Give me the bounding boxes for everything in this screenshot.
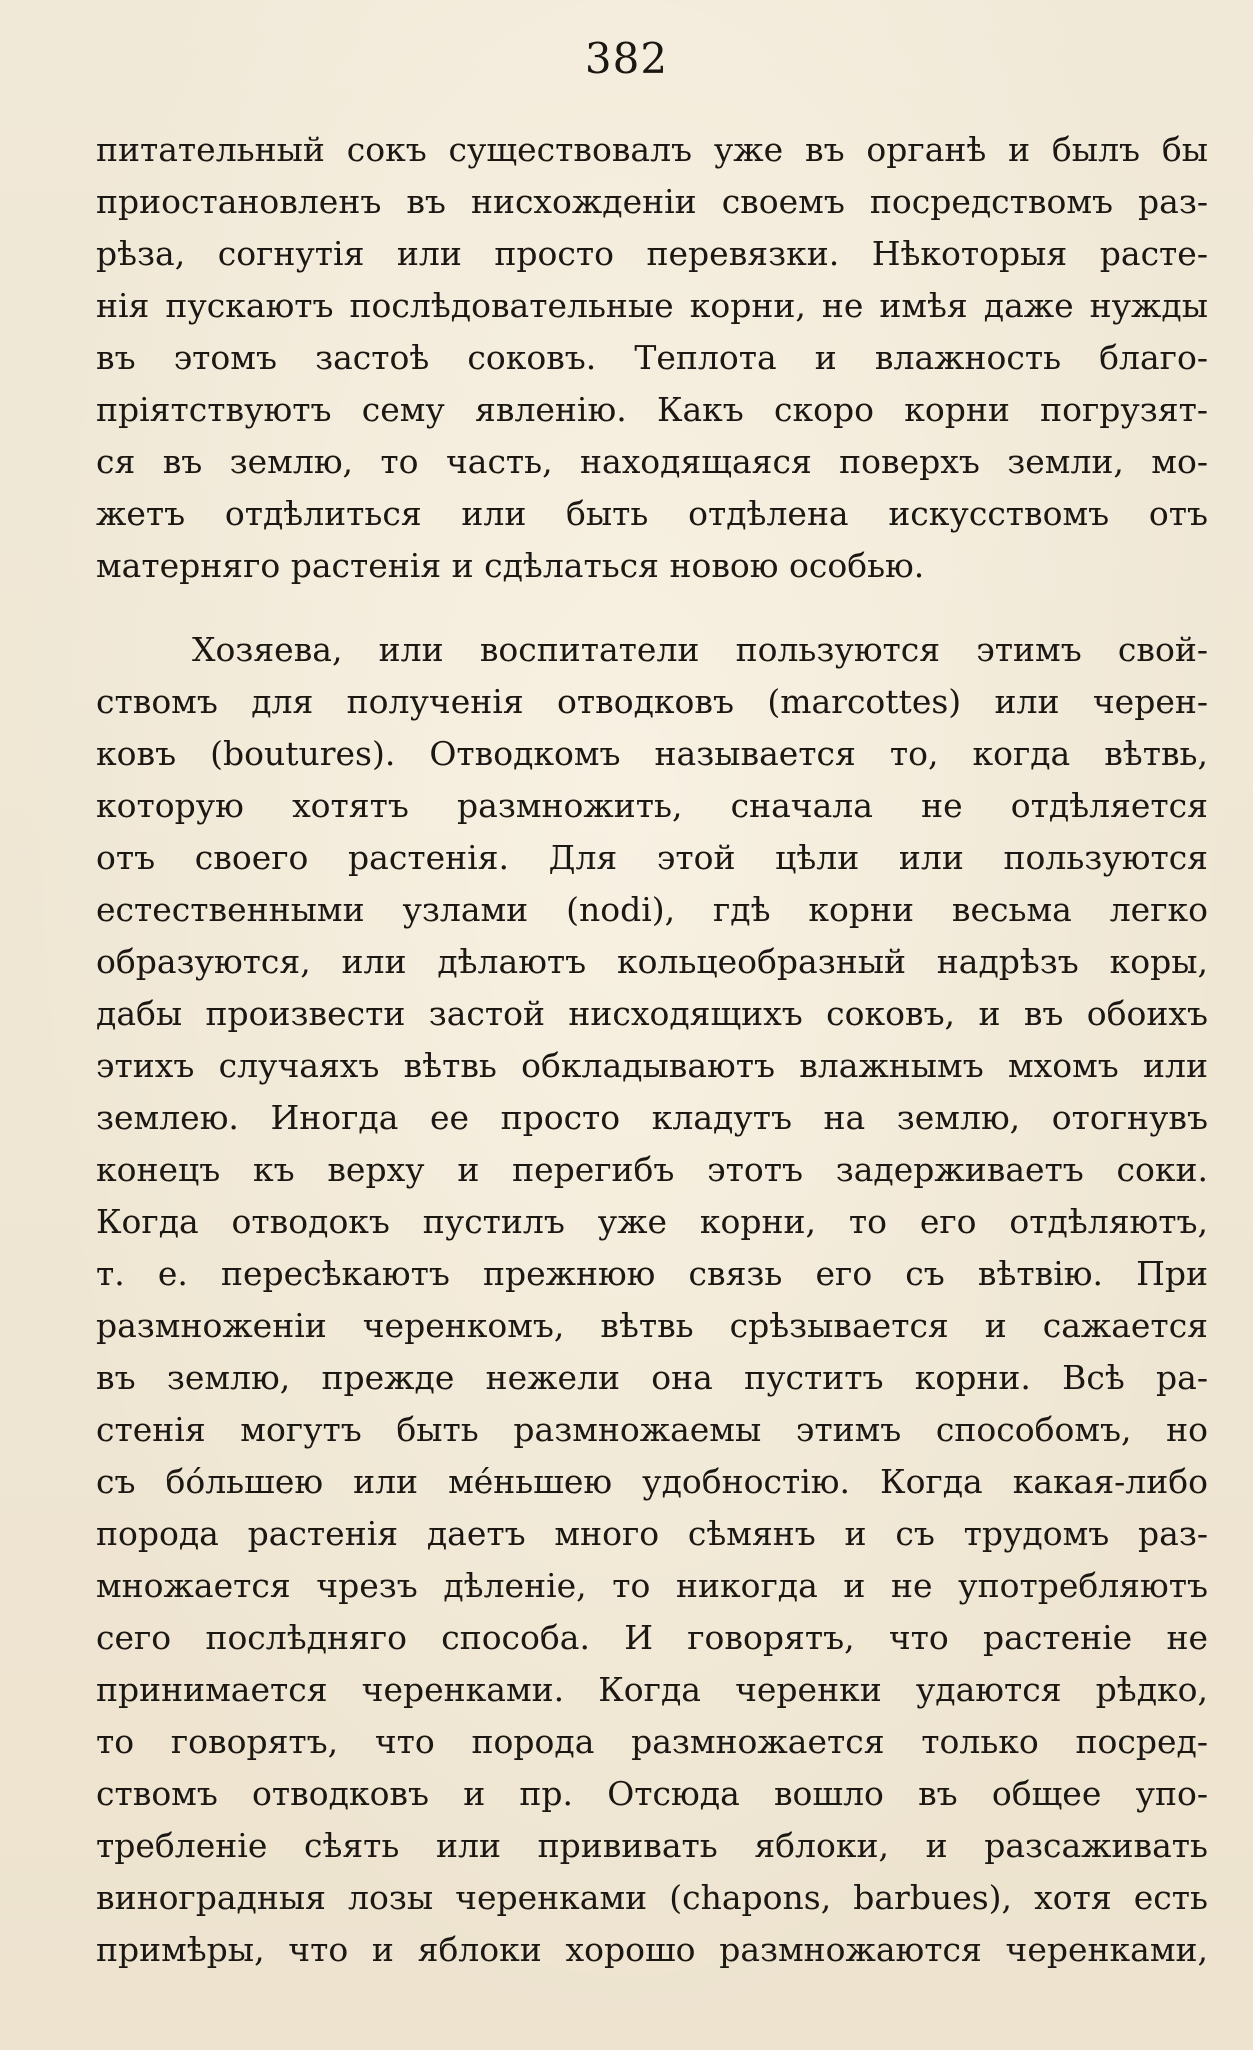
text-line: отъ своего растенія. Для этой цѣли или пользуются [96, 838, 1208, 877]
paragraph-1 [96, 124, 1208, 592]
text-line: ствомъ отводковъ и пр. Отсюда вошло въ общее упо- [96, 1774, 1208, 1813]
text-line: размноженіи черенкомъ, вѣтвь срѣзывается и сажается [96, 1306, 1208, 1345]
text-line: съ бо́льшею или ме́ньшею удобностію. Когда какая-либо [96, 1462, 1208, 1501]
text-line: въ этомъ застоѣ соковъ. Теплота и влажность благо- [96, 338, 1208, 377]
text-line: примѣры, что и яблоки хорошо размножаются черенками, [96, 1930, 1208, 1969]
text-line: Хозяева, или воспитатели пользуются этимъ свой- [192, 630, 1208, 669]
text-line: ковъ (boutures). Отводкомъ называется то, когда вѣтвь, [96, 734, 1208, 773]
text-line: виноградныя лозы черенками (chapons, barbues), хотя есть [96, 1878, 1208, 1917]
text-line: которую хотятъ размножить, сначала не отдѣляется [96, 786, 1208, 825]
text-line: множается чрезъ дѣленіе, то никогда и не употребляютъ [96, 1566, 1208, 1605]
page-number: 382 [584, 34, 669, 83]
text-line: нія пускаютъ послѣдовательные корни, не имѣя даже нужды [96, 286, 1208, 325]
text-line: въ землю, прежде нежели она пуститъ корни. Всѣ ра- [96, 1358, 1208, 1397]
text-line: порода растенія даетъ много сѣмянъ и съ трудомъ раз- [96, 1514, 1208, 1553]
text-line: то говорятъ, что порода размножается только посред- [96, 1722, 1208, 1761]
text-line: сего послѣдняго способа. И говорятъ, что растеніе не [96, 1618, 1208, 1657]
text-line: приостановленъ въ нисхожденіи своемъ посредствомъ раз- [96, 182, 1208, 221]
text-line: стенія могутъ быть размножаемы этимъ способомъ, но [96, 1410, 1208, 1449]
text-line: образуются, или дѣлаютъ кольцеобразный надрѣзъ коры, [96, 942, 1208, 981]
text-line: конецъ къ верху и перегибъ этотъ задерживаетъ соки. [96, 1150, 1208, 1189]
paragraph-2 [96, 624, 1208, 1976]
text-line: рѣза, согнутія или просто перевязки. Нѣкоторыя расте- [96, 234, 1208, 273]
text-line: принимается черенками. Когда черенки удаются рѣдко, [96, 1670, 1208, 1709]
text-line: пріятствуютъ сему явленію. Какъ скоро корни погрузят- [96, 390, 1208, 429]
text-line: т. е. пересѣкаютъ прежнюю связь его съ вѣтвію. При [96, 1254, 1208, 1293]
text-line: требленіе сѣять или прививать яблоки, и разсаживать [96, 1826, 1208, 1865]
text-line: ся въ землю, то часть, находящаяся поверхъ земли, мо- [96, 442, 1208, 481]
text-line: землею. Иногда ее просто кладутъ на землю, отогнувъ [96, 1098, 1208, 1137]
text-line: этихъ случаяхъ вѣтвь обкладываютъ влажнымъ мхомъ или [96, 1046, 1208, 1085]
text-line: Когда отводокъ пустилъ уже корни, то его отдѣляютъ, [96, 1202, 1208, 1241]
text-line: питательный сокъ существовалъ уже въ органѣ и былъ бы [96, 130, 1208, 169]
text-line: ствомъ для полученія отводковъ (marcottes) или черен- [96, 682, 1208, 721]
text-line: матерняго растенія и сдѣлаться новою особью. [96, 546, 925, 585]
text-line: жетъ отдѣлиться или быть отдѣлена искусствомъ отъ [96, 494, 1208, 533]
text-line: дабы произвести застой нисходящихъ соковъ, и въ обоихъ [96, 994, 1208, 1033]
text-line: естественными узлами (nodi), гдѣ корни весьма легко [96, 890, 1208, 929]
